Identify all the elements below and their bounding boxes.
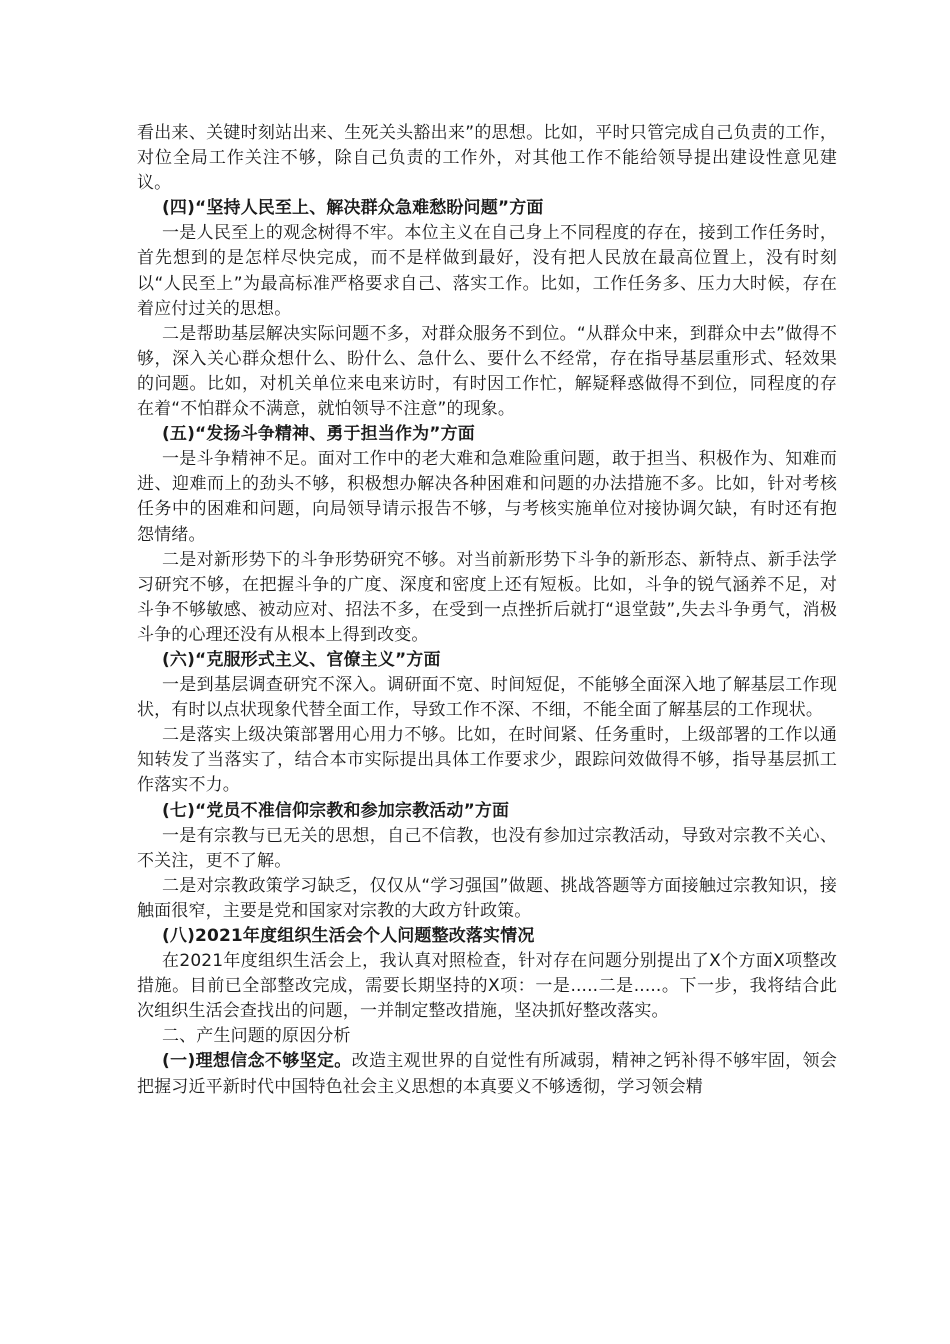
paragraph: 在2021年度组织生活会上，我认真对照检查，针对存在问题分别提出了X个方面X项整改措施。目前已全部整改完成，需要长期坚持的X项：一是.....二是.....。下一步，我将结合此次组织生活会查找出的问题，一并制定整改措施，坚决抓好整改落实。 (137, 951, 837, 1022)
heading-title: 党员不准信仰宗教和参加宗教活动 (206, 800, 464, 821)
paragraph: 二是帮助基层解决实际问题不多，对群众服务不到位。“从群众中来，到群众中去”做得不够，深入关心群众想什么、盼什么、急什么、要什么不经常，存在指导基层重形式、轻效果的问题。比如，对机关单位来电来访时，有时因工作忙，解疑释惑做得不到位，同程度的存在着“不怕群众不满意，就怕领导不注意”的现象。 (137, 323, 837, 420)
heading-mark: (五)“ (162, 424, 207, 445)
paragraph: 一是人民至上的观念树得不牢。本位主义在自己身上不同程度的存在，接到工作任务时，首先想到的是怎样尽快完成，而不是样做到最好，没有把人民放在最高位置上，没有时刻以“人民至上”为最高标准严格要求自己、落实工作。比如，工作任务多、压力大时候，存在着应付过关的思想。 (137, 223, 837, 319)
cause-mark: (一) (162, 1051, 196, 1072)
heading-end: ”方面 (394, 649, 441, 670)
section-heading-7 (137, 799, 837, 824)
paragraph: 二是落实上级决策部署用心用力不够。比如，在时间紧、任务重时，上级部署的工作以通知转发了当落实了，结合本市实际提出具体工作要求少，跟踪问效做得不够，指导基层抓工作落实不力。 (137, 725, 837, 796)
heading-mark: (六)“ (162, 649, 207, 670)
chapter-heading-2: 二、产生问题的原因分析 (162, 1026, 351, 1047)
heading-mark: (八) (162, 926, 195, 946)
heading-title: 2021年度组织生活会个人问题整改落实情况 (195, 926, 535, 946)
section-heading-6 (137, 648, 837, 673)
paragraph: 一是有宗教与已无关的思想，自己不信教，也没有参加过宗教活动，导致对宗教不关心、不关注，更不了解。 (137, 825, 837, 871)
heading-end: ”方面 (497, 198, 544, 219)
paragraph: 二是对宗教政策学习缺乏，仅仅从“学习强国”做题、挑战答题等方面接触过宗教知识，接触面很窄，主要是党和国家对宗教的大政方针政策。 (137, 875, 837, 921)
paragraph: 二是对新形势下的斗争形势研究不够。对当前新形势下斗争的新形态、新特点、新手法学习研究不够，在把握斗争的广度、深度和密度上还有短板。比如，斗争的锐气涵养不足，对斗争不够敏感、被动应对、招法不多，在受到一点挫折后就打“退堂鼓”,失去斗争勇气，消极斗争的心理还没有从根本上得到改变。 (137, 549, 837, 645)
heading-end: ”方面 (463, 800, 510, 821)
heading-mark: (四)“ (162, 198, 207, 219)
cause-text: 改造主观世界的自觉性有所减弱，精神之钙补得不够牢固，领会把握习近平新时代中国特色社会主义思想的本真要义不够透彻，学习领会精 (137, 1051, 837, 1097)
heading-end: ”方面 (429, 424, 475, 445)
paragraph: 一是到基层调查研究不深入。调研面不宽、时间短促，不能够全面深入地了解基层工作现状，有时以点状现象代替全面工作，导致工作不深、不细，不能全面了解基层的工作现状。 (137, 675, 837, 721)
document-page (137, 121, 837, 1100)
section-heading-4 (137, 196, 837, 221)
paragraph-cause-1 (137, 1049, 837, 1099)
paragraph-continuation: 看出来、关键时刻站出来、生死关头豁出来”的思想。比如，平时只管完成自己负责的工作，对位全局工作关注不够，除自己负责的工作外，对其他工作不能给领导提出建设性意见建议。 (137, 123, 837, 194)
heading-title: 坚持人民至上、解决群众急难愁盼问题 (206, 198, 498, 219)
section-heading-8 (137, 924, 837, 949)
heading-title: 发扬斗争精神、勇于担当作为 (206, 424, 430, 445)
heading-mark: (七)“ (162, 800, 207, 821)
cause-title: 理想信念不够坚定。 (195, 1051, 352, 1072)
section-heading-5 (137, 422, 837, 447)
heading-title: 克服形式主义、官僚主义 (206, 649, 395, 670)
paragraph: 一是斗争精神不足。面对工作中的老大难和急难险重问题，敢于担当、积极作为、知难而进、迎难而上的劲头不够，积极想办解决各种困难和问题的办法措施不多。比如，针对考核任务中的困难和问题，向局领导请示报告不够，与考核实施单位对接协调欠缺，有时还有抱怨情绪。 (137, 449, 837, 545)
